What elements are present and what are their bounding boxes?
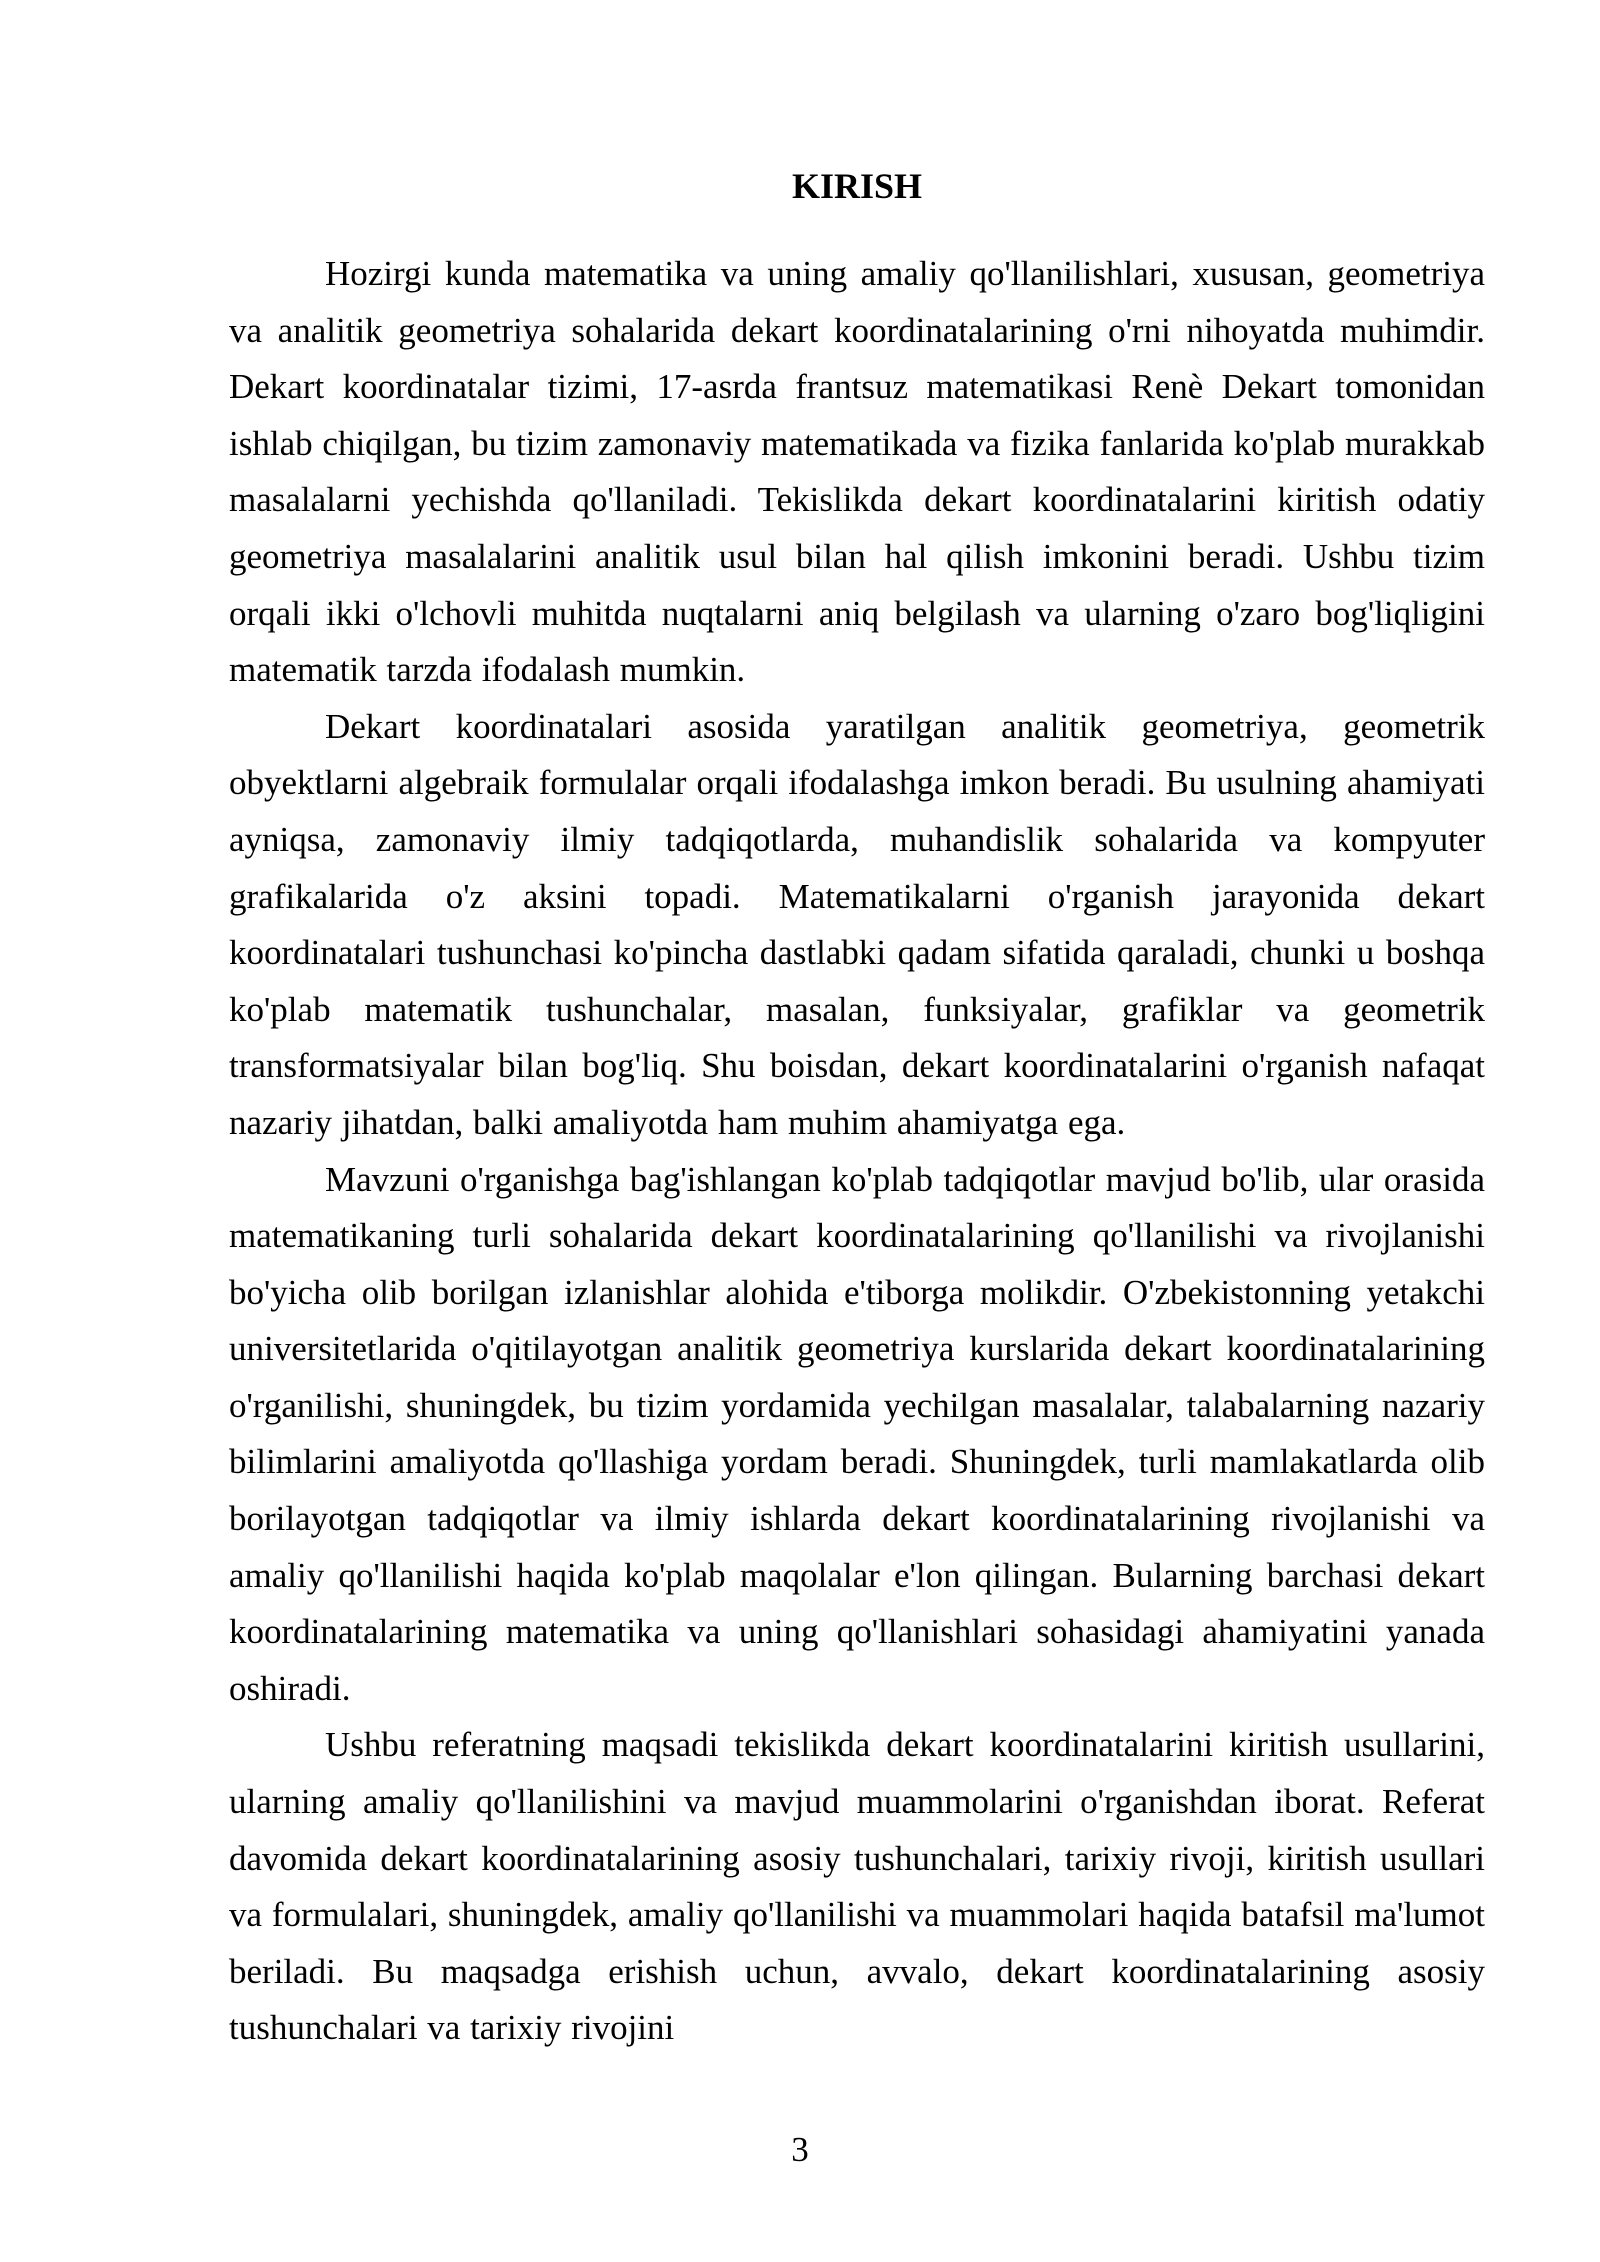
paragraph-3: Mavzuni o'rganishga bag'ishlangan ko'plab tadqiqotlar mavjud bo'lib, ular orasida matematikaning turli sohalarida dekart koordinatalarining qo'llanilishi va rivojlanishi bo'yicha olib borilgan izlanishlar alohida e'tiborga molikdir. O'zbekistonning yetakchi universitetlarida o'qitilayotgan analitik geometriya kurslarida dekart koordinatalarining o'rganilishi, shuningdek, bu tizim yordamida yechilgan masalalar, talabalarning nazariy bilimlarini amaliyotda qo'llashiga yordam beradi. Shuningdek, turli mamlakatlarda olib borilayotgan tadqiqotlar va ilmiy ishlarda dekart koordinatalarining rivojlanishi va amaliy qo'llanilishi haqida ko'plab maqolalar e'lon qilingan. Bularning barchasi dekart koordinatalarining matematika va uning qo'llanishlari sohasidagi ahamiyatini yanada oshiradi. xyxy=(229,1159,1485,1708)
paragraph-4: Ushbu referatning maqsadi tekislikda dekart koordinatalarini kiritish usullarini, ularning amaliy qo'llanilishini va mavjud muammolarini o'rganishdan iborat. Referat davomida dekart koordinatalarining asosiy tushunchalari, tarixiy rivoji, kiritish usullari va formulalari, shuningdek, amaliy qo'llanilishi va muammolari haqida batafsil ma'lumot beriladi. Bu maqsadga erishish uchun, avvalo, dekart koordinatalarining asosiy tushunchalari va tarixiy rivojini xyxy=(229,1725,1485,2048)
body-text xyxy=(229,246,1485,2057)
paragraph-2: Dekart koordinatalari asosida yaratilgan analitik geometriya, geometrik obyektlarni algebraik formulalar orqali ifodalashga imkon beradi. Bu usulning ahamiyati ayniqsa, zamonaviy ilmiy tadqiqotlarda, muhandislik sohalarida va kompyuter grafikalarida o'z aksini topadi. Matematikalarni o'rganish jarayonida dekart koordinatalari tushunchasi ko'pincha dastlabki qadam sifatida qaraladi, chunki u boshqa ko'plab matematik tushunchalar, masalan, funksiyalar, grafiklar va geometrik transformatsiyalar bilan bog'liq. Shu boisdan, dekart koordinatalarini o'rganish nafaqat nazariy jihatdan, balki amaliyotda ham muhim ahamiyatga ega. xyxy=(229,706,1485,1142)
paragraph-1: Hozirgi kunda matematika va uning amaliy qo'llanilishlari, xususan, geometriya va analitik geometriya sohalarida dekart koordinatalarining o'rni nihoyatda muhimdir. Dekart koordinatalar tizimi, 17-asrda frantsuz matematikasi Renè Dekart tomonidan ishlab chiqilgan, bu tizim zamonaviy matematikada va fizika fanlarida ko'plab murakkab masalalarni yechishda qo'llaniladi. Tekislikda dekart koordinatalarini kiritish odatiy geometriya masalalarini analitik usul bilan hal qilish imkonini beradi. Ushbu tizim orqali ikki o'lchovli muhitda nuqtalarni aniq belgilash va ularning o'zaro bog'liqligini matematik tarzda ifodalash mumkin. xyxy=(229,254,1485,690)
page-number: 3 xyxy=(791,2130,809,2169)
page-title: KIRISH xyxy=(791,166,923,206)
